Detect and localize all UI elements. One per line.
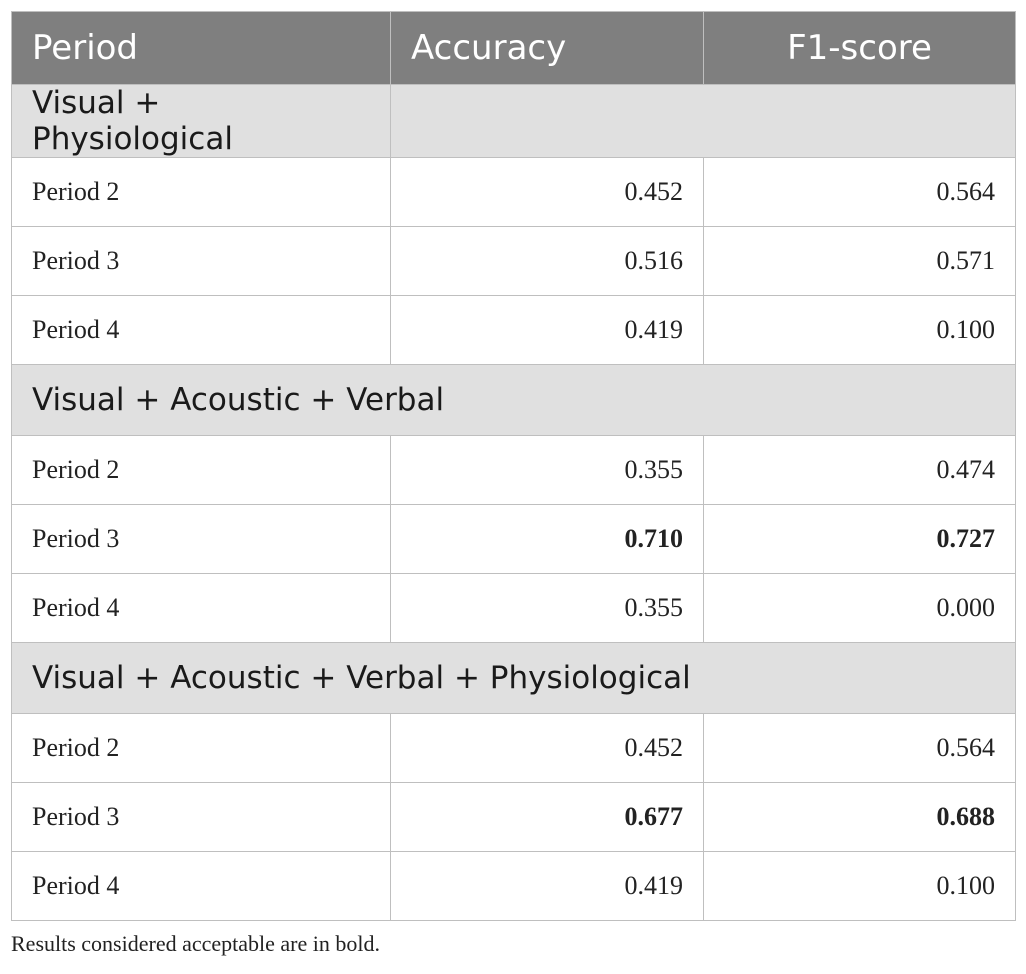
accuracy-cell: 0.452 [391, 714, 704, 783]
table-row [12, 505, 1016, 574]
accuracy-cell: 0.452 [391, 158, 704, 227]
period-cell: Period 2 [12, 714, 391, 783]
group-label: Visual + Physiological [12, 85, 391, 158]
period-cell: Period 2 [12, 158, 391, 227]
f1-cell: 0.474 [704, 436, 1016, 505]
table-footnote: Results considered acceptable are in bold. [11, 931, 380, 956]
group-label: Visual + Acoustic + Verbal [12, 365, 1016, 436]
table-row [12, 296, 1016, 365]
accuracy-cell: 0.355 [391, 436, 704, 505]
table-row [12, 574, 1016, 643]
results-table-container [11, 11, 1015, 921]
period-cell: Period 3 [12, 505, 391, 574]
group-label: Visual + Acoustic + Verbal + Physiological [12, 643, 1016, 714]
f1-cell: 0.100 [704, 852, 1016, 921]
group-row-visual-acoustic-verbal [12, 365, 1016, 436]
f1-cell: 0.564 [704, 714, 1016, 783]
table-row [12, 227, 1016, 296]
table-row [12, 852, 1016, 921]
table-row [12, 158, 1016, 227]
results-table [11, 11, 1016, 921]
f1-cell: 0.100 [704, 296, 1016, 365]
accuracy-cell: 0.355 [391, 574, 704, 643]
table-row [12, 436, 1016, 505]
table-row [12, 714, 1016, 783]
accuracy-cell-acceptable: 0.677 [391, 783, 704, 852]
header-period: Period [12, 12, 391, 85]
f1-cell-acceptable: 0.688 [704, 783, 1016, 852]
period-cell: Period 2 [12, 436, 391, 505]
group-empty-cell [391, 85, 1016, 158]
period-cell: Period 4 [12, 852, 391, 921]
group-row-visual-acoustic-verbal-physiological [12, 643, 1016, 714]
period-cell: Period 4 [12, 296, 391, 365]
f1-cell: 0.564 [704, 158, 1016, 227]
period-cell: Period 3 [12, 783, 391, 852]
accuracy-cell: 0.419 [391, 852, 704, 921]
header-accuracy: Accuracy [391, 12, 704, 85]
period-cell: Period 3 [12, 227, 391, 296]
accuracy-cell: 0.516 [391, 227, 704, 296]
f1-cell-acceptable: 0.727 [704, 505, 1016, 574]
period-cell: Period 4 [12, 574, 391, 643]
f1-cell: 0.571 [704, 227, 1016, 296]
header-f1-score: F1-score [704, 12, 1016, 85]
header-row [12, 12, 1016, 85]
f1-cell: 0.000 [704, 574, 1016, 643]
group-row-visual-physiological [12, 85, 1016, 158]
table-row [12, 783, 1016, 852]
accuracy-cell-acceptable: 0.710 [391, 505, 704, 574]
accuracy-cell: 0.419 [391, 296, 704, 365]
